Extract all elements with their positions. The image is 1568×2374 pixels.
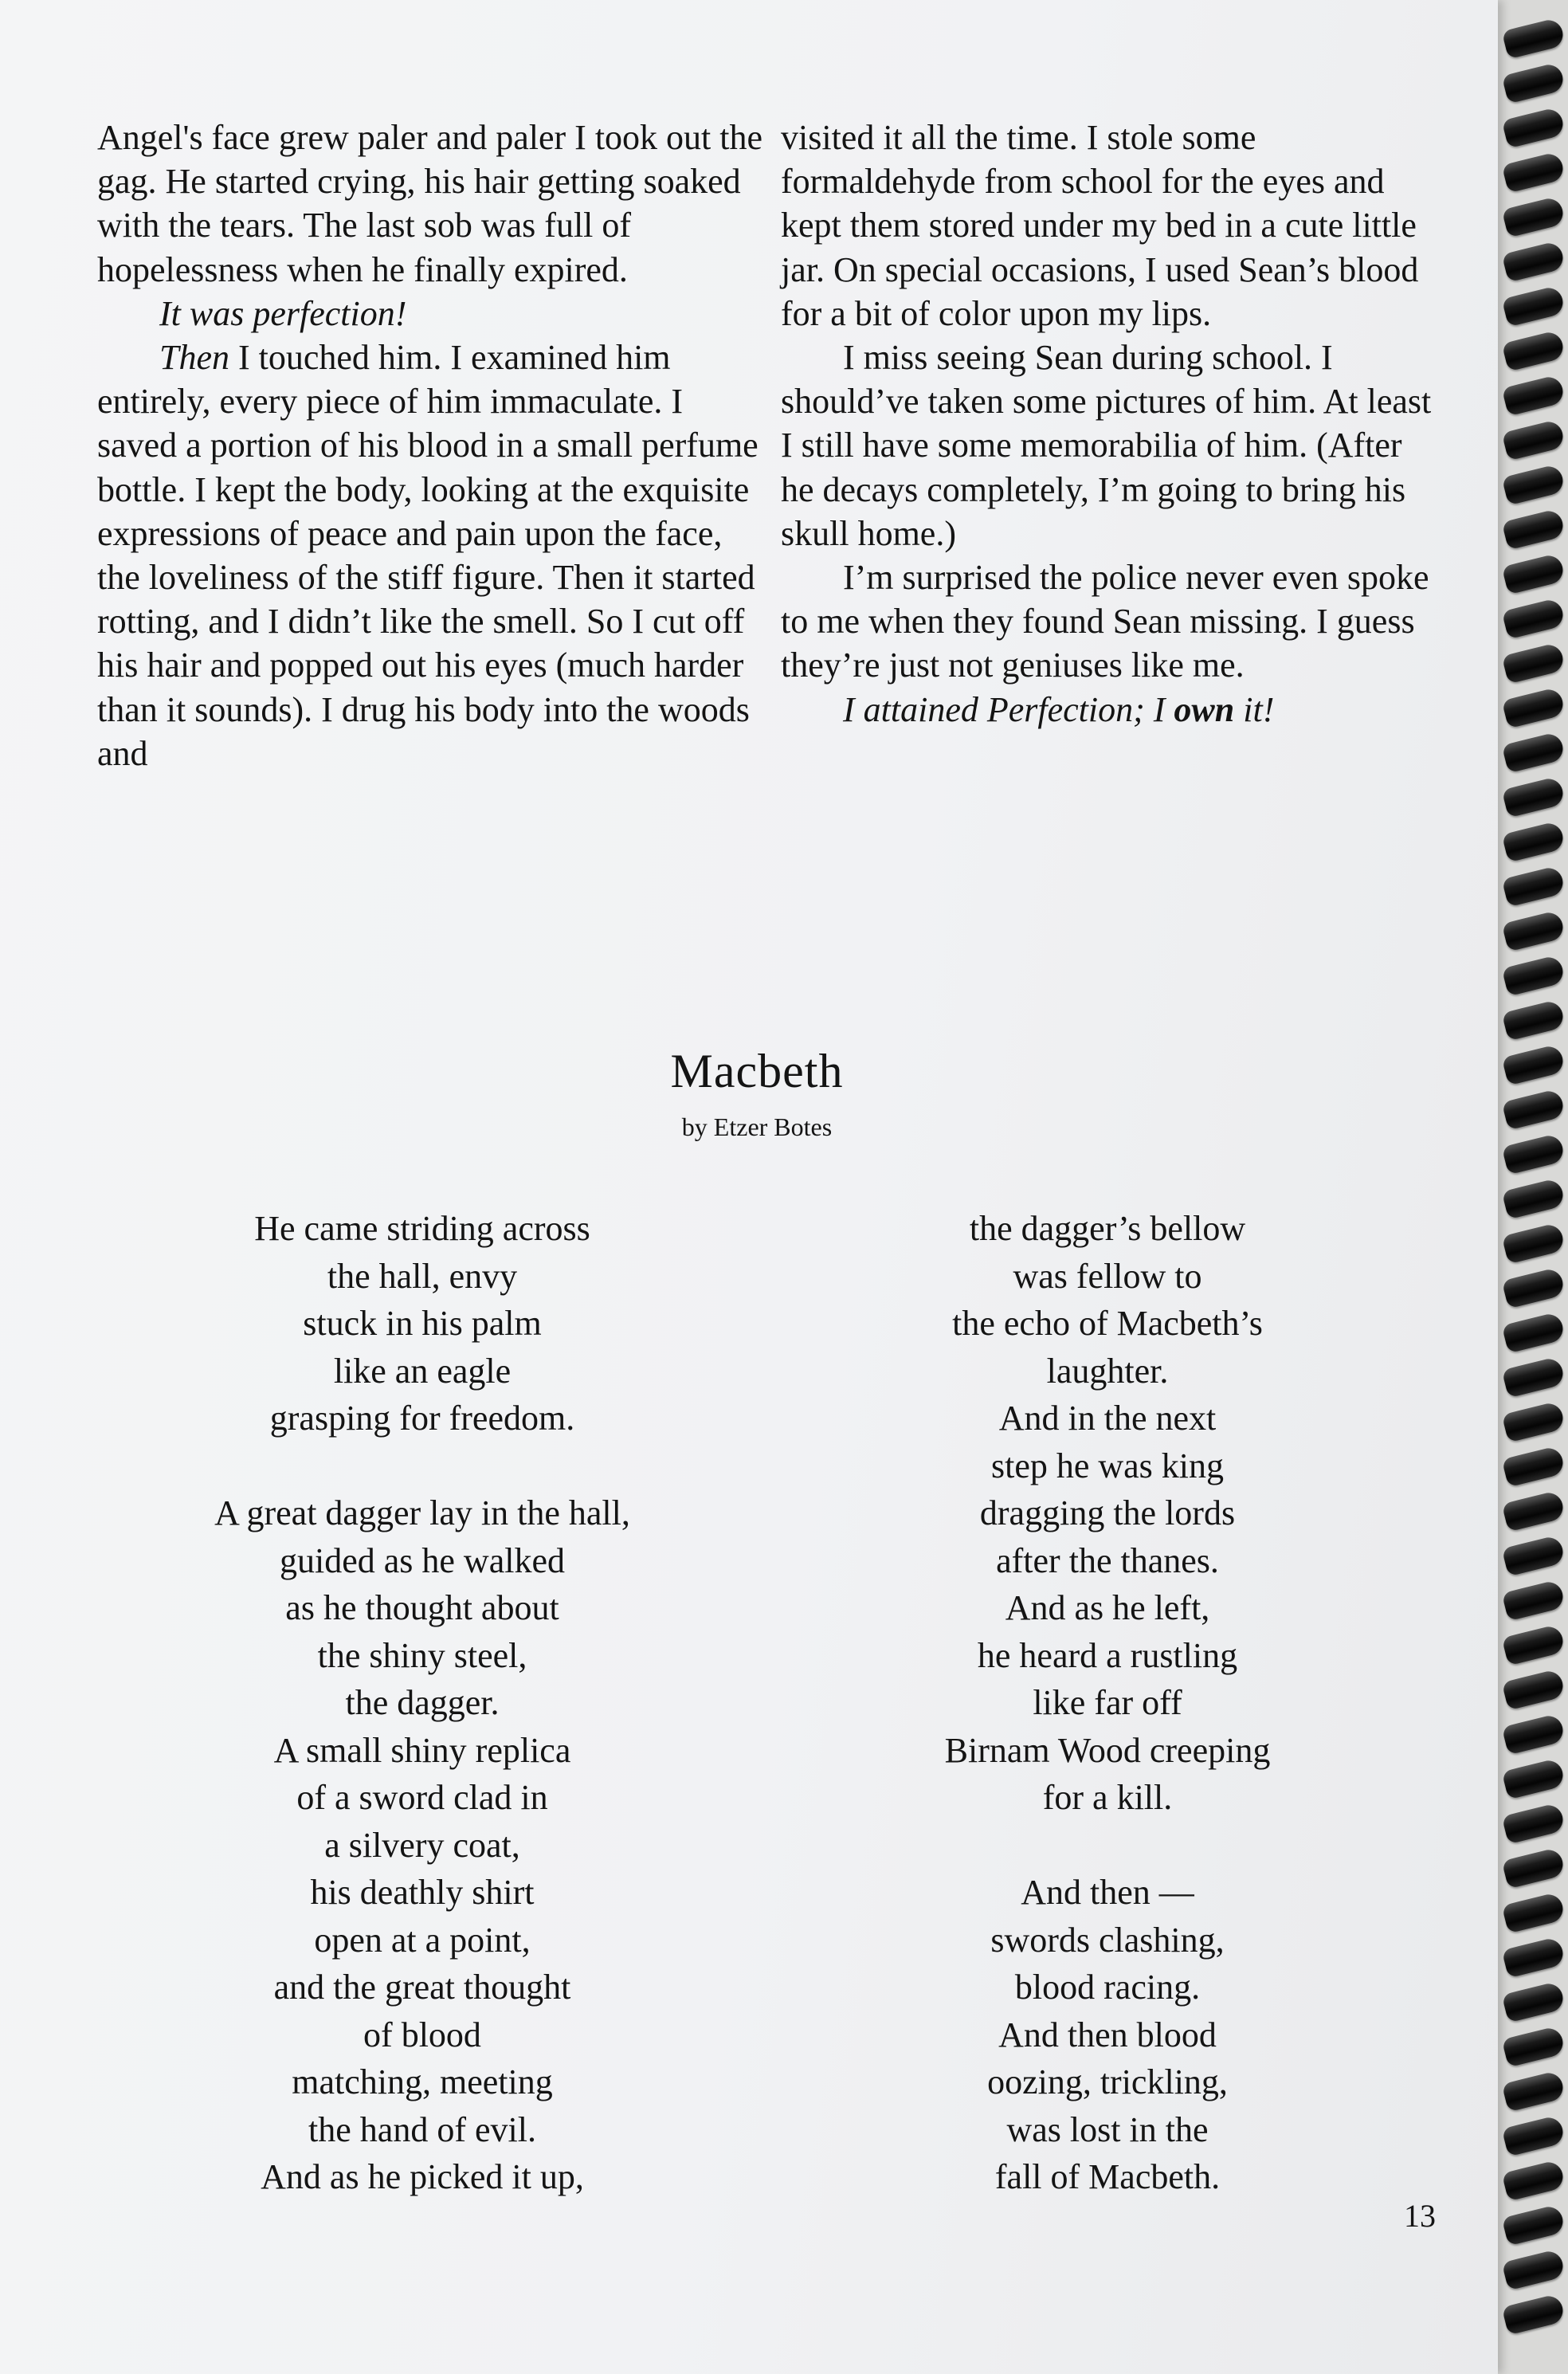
- poem-line: grasping for freedom.: [269, 1399, 575, 1438]
- spiral-coil: [1502, 1892, 1566, 1934]
- spiral-coil: [1502, 2115, 1566, 2157]
- spiral-coil: [1502, 1579, 1566, 1622]
- poem-title: Macbeth: [670, 1045, 844, 1097]
- poem-line: laughter.: [1046, 1351, 1169, 1391]
- spiral-coil: [1502, 1133, 1566, 1175]
- spiral-coil: [1502, 553, 1566, 595]
- poem-stanza: [104, 1489, 741, 2201]
- spiral-coil: [1502, 999, 1566, 1042]
- spiral-coil: [1502, 419, 1566, 461]
- spiral-coil: [1502, 2204, 1566, 2246]
- poem-line: step he was king: [990, 1446, 1225, 1485]
- spiral-coil: [1502, 1312, 1566, 1354]
- poem-line: And as he left,: [1005, 1588, 1210, 1627]
- spiral-coil: [1502, 1178, 1566, 1220]
- spiral-coil: [1502, 1803, 1566, 1845]
- poem-column-left: [104, 1205, 741, 2248]
- poem-line: the hall, envy: [327, 1256, 518, 1296]
- spiral-coil: [1502, 1490, 1566, 1532]
- poem-line: stuck in his palm: [303, 1304, 542, 1343]
- story-paragraph: visited it all the time. I stole some formaldehyde from school for the eyes and kept them stored under my bed in a cute little jar. On special occasions, I used Sean’s blood for a bit of color upon my lips.: [781, 118, 1419, 333]
- spiral-coil: [1502, 1089, 1566, 1131]
- spiral-coil: [1502, 2070, 1566, 2113]
- spiral-coil: [1502, 776, 1566, 818]
- story-paragraph: I’m surprised the police never even spoke to me when they found Sean missing. I guess they’re just not geniuses like me.: [781, 558, 1429, 685]
- poem-line: blood racing.: [1014, 1968, 1201, 2007]
- poem-stanza: [104, 1205, 741, 1442]
- poem-line: and the great thought: [273, 1968, 571, 2007]
- poem-line: like an eagle: [333, 1351, 512, 1391]
- spiral-coil: [1502, 1847, 1566, 1889]
- poem-line: open at a point,: [314, 1920, 531, 1960]
- spiral-binding: [1498, 24, 1568, 2359]
- spiral-coil: [1502, 865, 1566, 908]
- spiral-coil: [1502, 1044, 1566, 1086]
- spiral-coil: [1502, 1267, 1566, 1309]
- spiral-coil: [1502, 18, 1566, 60]
- spiral-coil: [1502, 1713, 1566, 1756]
- spiral-coil: [1502, 1624, 1566, 1666]
- spiral-coil: [1502, 2026, 1566, 2068]
- story-paragraph: [97, 292, 766, 335]
- spiral-coil: [1502, 1446, 1566, 1488]
- poem-stanza: [797, 1205, 1418, 1822]
- story-paragraph: [97, 335, 766, 775]
- spiral-coil: [1502, 241, 1566, 283]
- spiral-coil: [1502, 1356, 1566, 1399]
- spiral-coil: [1502, 910, 1566, 952]
- spiral-coil: [1502, 1401, 1566, 1443]
- poem-line: the dagger’s bellow: [969, 1209, 1246, 1248]
- poem-line: And in the next: [998, 1399, 1217, 1438]
- poem-line: matching, meeting: [292, 2062, 553, 2101]
- poem-line: like far off: [1033, 1683, 1182, 1722]
- spiral-coil: [1502, 2249, 1566, 2291]
- story-emphasis: It was perfection!: [159, 293, 407, 333]
- poem-line: Birnam Wood creeping: [944, 1730, 1271, 1770]
- spiral-coil: [1502, 598, 1566, 640]
- story-text: I touched him. I examined him entirely, every piece of him immaculate. I saved a portion of his blood in a small perfume bottle. I kept the body, looking at the exquisite expressions of peace and pain upon the face, the loveliness of the stiff figure. Then it started rotting, and I didn’t like the smell. So I cut off his hair and popped out his eyes (much harder than it sounds). I drug his body into the woods and: [97, 338, 759, 773]
- spiral-coil: [1502, 464, 1566, 506]
- spiral-coil: [1502, 955, 1566, 997]
- spiral-coil: [1502, 2294, 1566, 2336]
- poem-line: the hand of evil.: [308, 2109, 536, 2149]
- spiral-coil: [1502, 1758, 1566, 1800]
- poem-line: for a kill.: [1042, 1778, 1173, 1817]
- spiral-coil: [1502, 687, 1566, 729]
- spiral-coil: [1502, 2160, 1566, 2202]
- story-emphasis: I attained Perfection; I: [843, 689, 1174, 729]
- page-number: 13: [1404, 2198, 1436, 2234]
- spiral-coil: [1502, 1535, 1566, 1577]
- poem-line: A great dagger lay in the hall,: [214, 1493, 630, 1532]
- poem-line: He came striding across: [254, 1209, 590, 1248]
- poem-line: of blood: [363, 2015, 481, 2054]
- story-column-left: [97, 116, 766, 775]
- spiral-coil: [1502, 107, 1566, 149]
- poem-line: fall of Macbeth.: [994, 2157, 1221, 2196]
- poem-line: a silvery coat,: [324, 1825, 520, 1865]
- poem-line: of a sword clad in: [296, 1778, 548, 1817]
- spiral-coil: [1502, 151, 1566, 194]
- poem-line: A small shiny replica: [273, 1730, 571, 1770]
- poem-line: And then —: [1021, 1873, 1194, 1912]
- poem-stanza: [797, 1869, 1418, 2201]
- story-paragraph: I miss seeing Sean during school. I should’ve taken some pictures of him. At least I still have some memorabilia of him. (After he decays completely, I’m going to bring his skull home.): [781, 338, 1432, 553]
- poem-line: And then blood: [998, 2015, 1217, 2054]
- spiral-coil: [1502, 62, 1566, 104]
- spiral-coil: [1502, 375, 1566, 417]
- spiral-coil: [1502, 821, 1566, 863]
- story-emphasis-strong: own: [1174, 689, 1235, 729]
- poem-line: his deathly shirt: [310, 1873, 535, 1912]
- poem-column-right: [797, 1205, 1418, 2248]
- spiral-coil: [1502, 1669, 1566, 1711]
- poem-line: oozing, trickling,: [987, 2062, 1228, 2101]
- poem-line: the dagger.: [345, 1683, 500, 1722]
- spiral-coil: [1502, 196, 1566, 238]
- poem-line: the echo of Macbeth’s: [952, 1304, 1263, 1343]
- poem-author: by Etzer Botes: [681, 1112, 833, 1141]
- poem-line: the shiny steel,: [317, 1635, 527, 1675]
- poem-line: swords clashing,: [990, 1920, 1225, 1960]
- poem-line: was lost in the: [1006, 2109, 1209, 2149]
- poem-line: after the thanes.: [996, 1540, 1219, 1580]
- story-column-right: [781, 116, 1442, 732]
- spiral-coil: [1502, 1222, 1566, 1265]
- spiral-coil: [1502, 1936, 1566, 1979]
- spiral-coil: [1502, 1981, 1566, 2023]
- story-paragraph: Angel's face grew paler and paler I took out the gag. He started crying, his hair getting soaked with the tears. The last sob was full of hopelessness when he finally expired.: [97, 118, 763, 289]
- spiral-coil: [1502, 330, 1566, 372]
- story-closing-line: [781, 688, 1442, 732]
- poem-line: was fellow to: [1013, 1256, 1202, 1296]
- poem-line: And as he picked it up,: [261, 2157, 584, 2196]
- spiral-coil: [1502, 732, 1566, 774]
- poem-line: guided as he walked: [280, 1540, 565, 1580]
- poem-line: dragging the lords: [979, 1493, 1236, 1532]
- spiral-coil: [1502, 642, 1566, 685]
- poem-line: he heard a rustling: [977, 1635, 1238, 1675]
- story-emphasis: Then: [159, 338, 229, 378]
- story-emphasis: it!: [1234, 689, 1275, 729]
- spiral-coil: [1502, 508, 1566, 551]
- poem-line: as he thought about: [285, 1588, 559, 1627]
- spiral-coil: [1502, 285, 1566, 328]
